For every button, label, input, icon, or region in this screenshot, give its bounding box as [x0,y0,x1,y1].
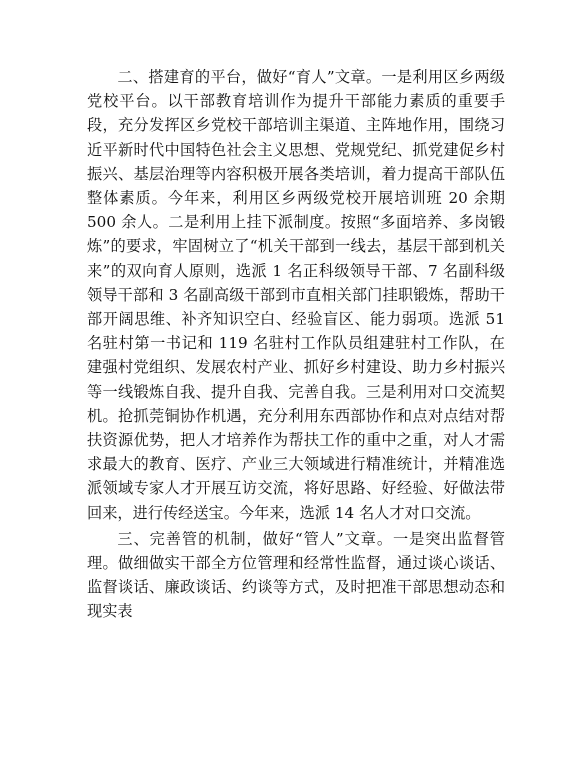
paragraph-section-two: 二、搭建育的平台，做好“育人”文章。一是利用区乡两级党校平台。以干部教育培训作为提升干部能力素质的重要手段，充分发挥区乡党校干部培训主渠道、主阵地作用，围绕习近平新时代中国特色社会主义思想、党规党纪、抓党建促乡村振兴、基层治理等内容积极开展各类培训，着力提高干部队伍整体素质。今年来，利用区乡两级党校开展培训班 20 余期 500 余人。二是利用上挂下派制度。按照“多面培养、多岗锻炼”的要求，牢固树立了“机关干部到一线去，基层干部到机关来”的双向育人原则，选派 1 名正科级领导干部、7 名副科级领导干部和 3 名副高级干部到市直相关部门挂职锻炼，帮助干部开阔思维、补齐知识空白、经验盲区、能力弱项。选派 51 名驻村第一书记和 119 名驻村工作队员组建驻村工作队，在建强村党组织、发展农村产业、抓好乡村建设、助力乡村振兴等一线锻炼自我、提升自我、完善自我。三是利用对口交流契机。抢抓莞铜协作机遇，充分利用东西部协作和点对点结对帮扶资源优势，把人才培养作为帮扶工作的重中之重，对人才需求最大的教育、医疗、产业三大领域进行精准统计，并精准选派领域专家人才开展互访交流，将好思路、好经验、好做法带回来，进行传经送宝。今年来，选派 14 名人才对口交流。 [87,68,505,522]
paragraph-section-three: 三、完善管的机制，做好“管人”文章。一是突出监督管理。做细做实干部全方位管理和经常性监督，通过谈心谈话、监督谈话、廉政谈话、约谈等方式，及时把准干部思想动态和现实表 [87,529,505,621]
document-body [87,65,505,624]
